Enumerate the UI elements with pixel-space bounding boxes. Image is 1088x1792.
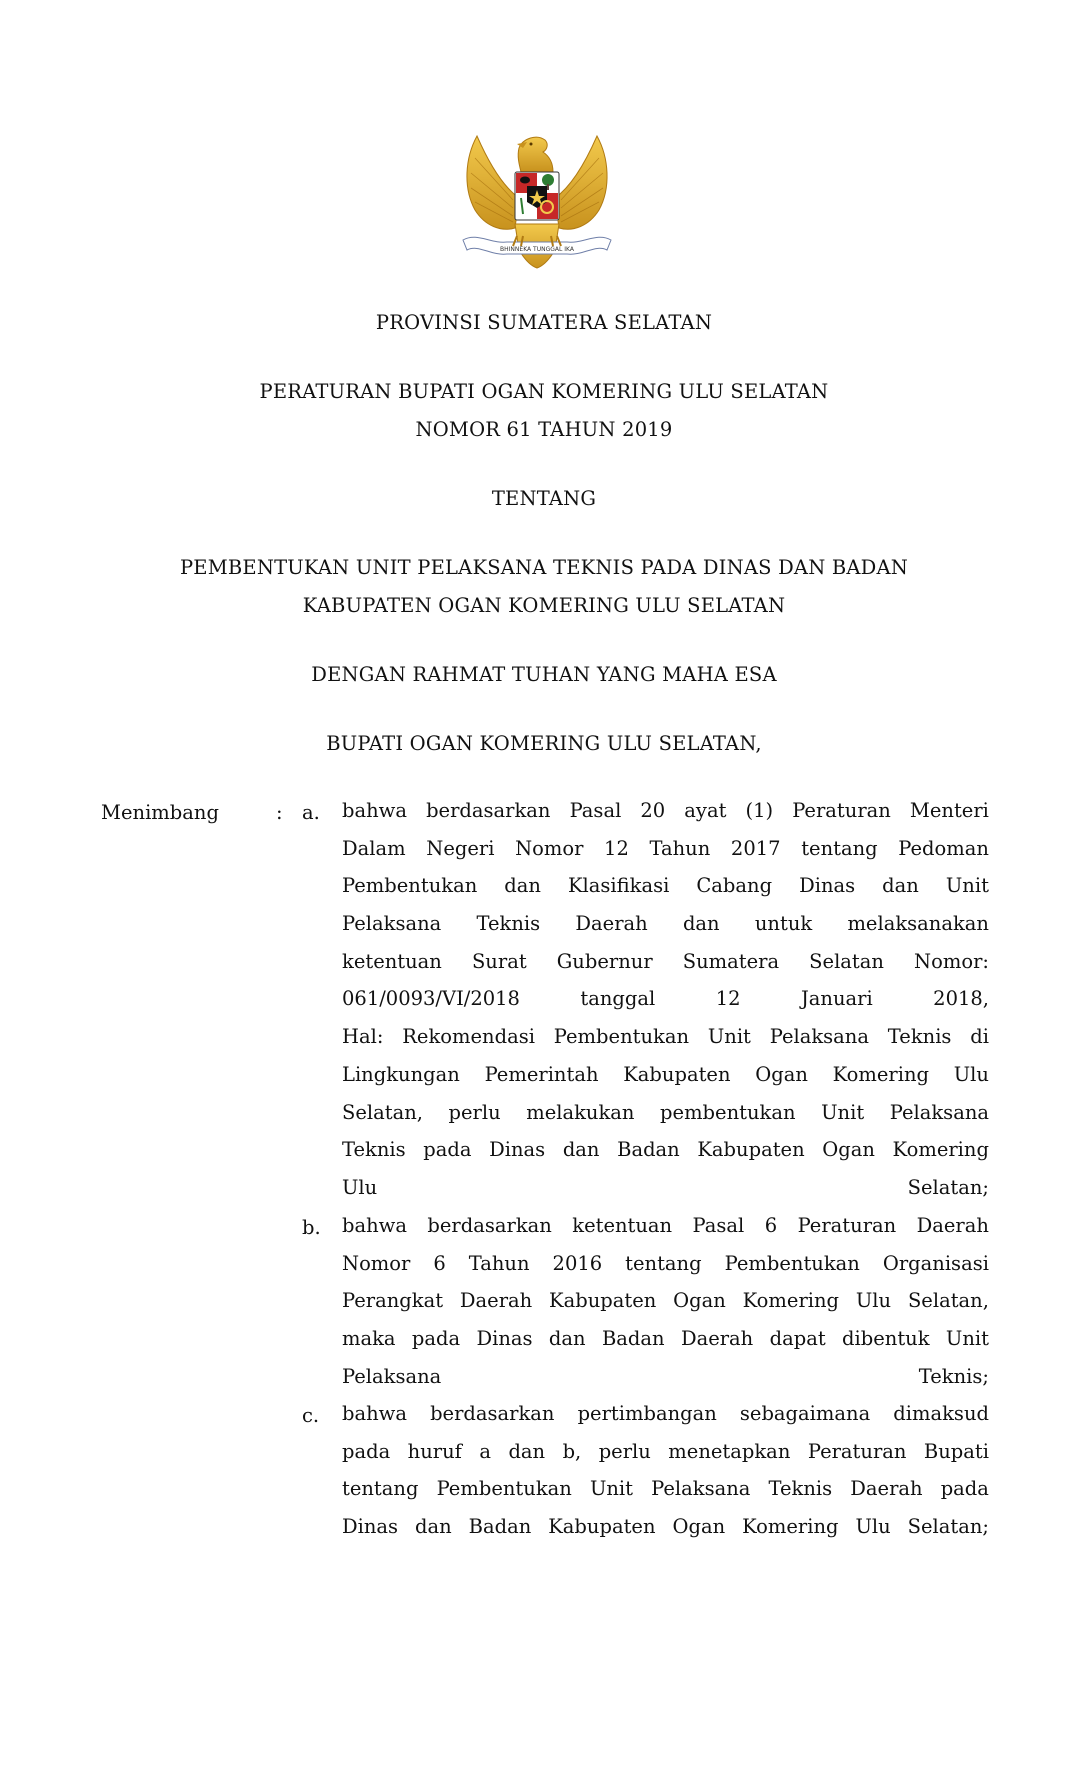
text-line	[342, 830, 989, 868]
word: pada	[423, 1138, 472, 1162]
word: dapat	[769, 1327, 826, 1351]
word: dan	[508, 1439, 546, 1463]
word: Pasal	[569, 799, 622, 822]
text-line	[342, 1131, 989, 1169]
text-line	[342, 1056, 989, 1094]
word: Menteri	[909, 799, 989, 822]
word: Pembentukan	[342, 874, 478, 898]
text-line	[342, 867, 989, 905]
word: sebagaimana	[739, 1402, 871, 1425]
word: huruf	[407, 1439, 462, 1463]
word: Pelaksana	[769, 1025, 869, 1049]
word: di	[970, 1025, 989, 1049]
word: melakukan	[526, 1100, 635, 1124]
word: Januari	[800, 987, 873, 1011]
word: dan	[562, 1138, 600, 1162]
word: Dinas	[489, 1138, 546, 1162]
word: pembentukan	[660, 1100, 796, 1124]
word: Kabupaten	[549, 1289, 657, 1313]
text-line	[342, 1320, 989, 1358]
considering-colon: :	[276, 801, 283, 824]
word: Pedoman	[898, 836, 989, 860]
word: Unit	[945, 874, 989, 898]
word: Pembentukan	[553, 1025, 690, 1049]
word: Nomor:	[914, 949, 989, 973]
invocation: DENGAN RAHMAT TUHAN YANG MAHA ESA	[311, 663, 777, 686]
word: dan	[682, 912, 720, 936]
word: pada	[342, 1439, 391, 1463]
considering-item-a	[342, 792, 989, 1207]
word: menetapkan	[668, 1439, 791, 1463]
word: berdasarkan	[427, 1214, 552, 1237]
word: Pelaksana	[889, 1100, 989, 1124]
word: pada	[940, 1477, 989, 1501]
word: bahwa	[342, 1402, 407, 1425]
word: Ogan	[755, 1062, 808, 1086]
word: 20	[640, 799, 666, 822]
word: Sumatera	[682, 949, 780, 973]
text-line	[342, 943, 989, 981]
word: dimaksud	[893, 1402, 989, 1425]
word: Nomor	[515, 836, 584, 860]
word: Hal:	[342, 1025, 384, 1049]
word: maka	[342, 1327, 396, 1351]
word: Klasifikasi	[567, 874, 670, 898]
considering-item-c	[342, 1395, 989, 1546]
word: Peraturan	[797, 1214, 897, 1237]
word: 2016	[552, 1251, 603, 1275]
word: Gubernur	[556, 949, 653, 973]
word: ketentuan	[342, 949, 442, 973]
word: Pelaksana	[651, 1477, 751, 1501]
regulation-title: PERATURAN BUPATI OGAN KOMERING ULU SELATAN	[259, 380, 829, 403]
text-line	[342, 1207, 989, 1245]
word: Daerah	[850, 1477, 923, 1501]
word: Badan	[601, 1327, 665, 1351]
word: berdasarkan	[430, 1402, 555, 1425]
word: dan	[882, 874, 919, 898]
word: Pembentukan	[436, 1477, 572, 1501]
subject-line-2: KABUPATEN OGAN KOMERING ULU SELATAN	[302, 594, 786, 617]
word: Ulu	[855, 1289, 892, 1313]
word: tentang	[801, 836, 878, 860]
word: 2017	[730, 836, 781, 860]
word: Komering	[892, 1138, 989, 1162]
text-line	[342, 1395, 989, 1433]
word: Teknis	[342, 1138, 406, 1162]
word: Pemerintah	[484, 1062, 599, 1086]
word: tentang	[625, 1251, 702, 1275]
text-line	[342, 905, 989, 943]
word: Teknis	[887, 1025, 952, 1049]
word: Komering	[832, 1062, 930, 1086]
word: Kabupaten	[623, 1062, 731, 1086]
text-line: Pelaksana Teknis;	[342, 1364, 989, 1388]
word: perlu	[448, 1100, 501, 1124]
word: pada	[411, 1327, 461, 1351]
word: Unit	[945, 1327, 989, 1351]
word: berdasarkan	[426, 799, 551, 822]
word: Cabang	[696, 874, 773, 898]
word: Komering	[742, 1289, 840, 1313]
word: 2018,	[933, 987, 989, 1011]
word: Rekomendasi	[402, 1025, 535, 1049]
garuda-emblem-icon	[457, 128, 617, 278]
word: tentang	[342, 1477, 419, 1501]
subject-line-1: PEMBENTUKAN UNIT PELAKSANA TEKNIS PADA DINAS DAN BADAN	[179, 556, 909, 579]
word: Perangkat	[342, 1289, 444, 1313]
word: Ogan	[822, 1138, 875, 1162]
word: Nomor	[342, 1251, 411, 1275]
text-line: Ulu Selatan;	[342, 1175, 989, 1199]
word: Negeri	[426, 836, 495, 860]
word: Tahun	[468, 1251, 530, 1275]
word: Teknis	[768, 1477, 833, 1501]
regulation-number: NOMOR 61 TAHUN 2019	[415, 418, 673, 441]
word: dan	[504, 874, 541, 898]
item-letter-c: c.	[302, 1404, 320, 1427]
word: Dinas	[799, 874, 856, 898]
text-line	[342, 1245, 989, 1283]
text-line	[342, 1094, 989, 1132]
text-line	[342, 1433, 989, 1471]
word: Pelaksana	[342, 912, 442, 936]
about-heading: TENTANG	[491, 487, 597, 510]
word: dan	[548, 1327, 586, 1351]
word: Lingkungan	[342, 1062, 460, 1086]
word: b,	[562, 1439, 582, 1463]
word: Unit	[589, 1477, 634, 1501]
considering-item-b	[342, 1207, 989, 1395]
word: Daerah	[916, 1214, 989, 1237]
word: perlu	[598, 1439, 651, 1463]
word: tanggal	[580, 987, 656, 1011]
text-line	[342, 1018, 989, 1056]
text-line	[342, 1470, 989, 1508]
word: Peraturan	[807, 1439, 907, 1463]
word: Ulu	[953, 1062, 989, 1086]
word: Tahun	[649, 836, 711, 860]
province-heading: PROVINSI SUMATERA SELATAN	[375, 311, 713, 334]
word: Organisasi	[882, 1251, 989, 1275]
word: Daerah	[459, 1289, 533, 1313]
word: Ogan	[673, 1289, 726, 1313]
word: Pasal	[692, 1214, 745, 1237]
word: Teknis	[476, 912, 541, 936]
word: Bupati	[923, 1439, 989, 1463]
word: ayat	[684, 799, 727, 822]
word: ketentuan	[572, 1214, 673, 1237]
word: (1)	[745, 799, 774, 822]
considering-label: Menimbang	[101, 801, 219, 824]
word: Surat	[471, 949, 527, 973]
word: melaksanakan	[847, 912, 989, 936]
word: Unit	[707, 1025, 751, 1049]
word: 6	[764, 1214, 778, 1237]
item-letter-a: a.	[302, 801, 320, 824]
word: Daerah	[680, 1327, 754, 1351]
word: Peraturan	[792, 799, 891, 822]
word: Pembentukan	[724, 1251, 860, 1275]
word: 061/0093/VI/2018	[342, 987, 520, 1011]
authority-heading: BUPATI OGAN KOMERING ULU SELATAN,	[326, 732, 762, 755]
word: Selatan,	[342, 1100, 423, 1124]
text-line: Dinas dan Badan Kabupaten Ogan Komering Ulu Selatan;	[342, 1515, 989, 1539]
word: Kabupaten	[697, 1138, 805, 1162]
item-letter-b: b.	[302, 1216, 321, 1239]
word: untuk	[754, 912, 813, 936]
word: a	[479, 1439, 491, 1463]
word: pertimbangan	[577, 1402, 717, 1425]
word: 12	[715, 987, 741, 1011]
word: Dinas	[476, 1327, 533, 1351]
word: Unit	[821, 1100, 865, 1124]
word: Dalam	[342, 836, 406, 860]
text-line	[342, 980, 989, 1018]
word: bahwa	[342, 1214, 407, 1237]
word: Selatan,	[907, 1289, 989, 1313]
word: bahwa	[342, 799, 407, 822]
word: 6	[433, 1251, 446, 1275]
word: dibentuk	[842, 1327, 930, 1351]
text-line	[342, 1282, 989, 1320]
text-line	[342, 792, 989, 830]
word: 12	[604, 836, 629, 860]
word: Daerah	[575, 912, 648, 936]
emblem-motto: BHINNEKA TUNGGAL IKA	[500, 246, 574, 253]
word: Selatan	[809, 949, 884, 973]
word: Badan	[617, 1138, 680, 1162]
